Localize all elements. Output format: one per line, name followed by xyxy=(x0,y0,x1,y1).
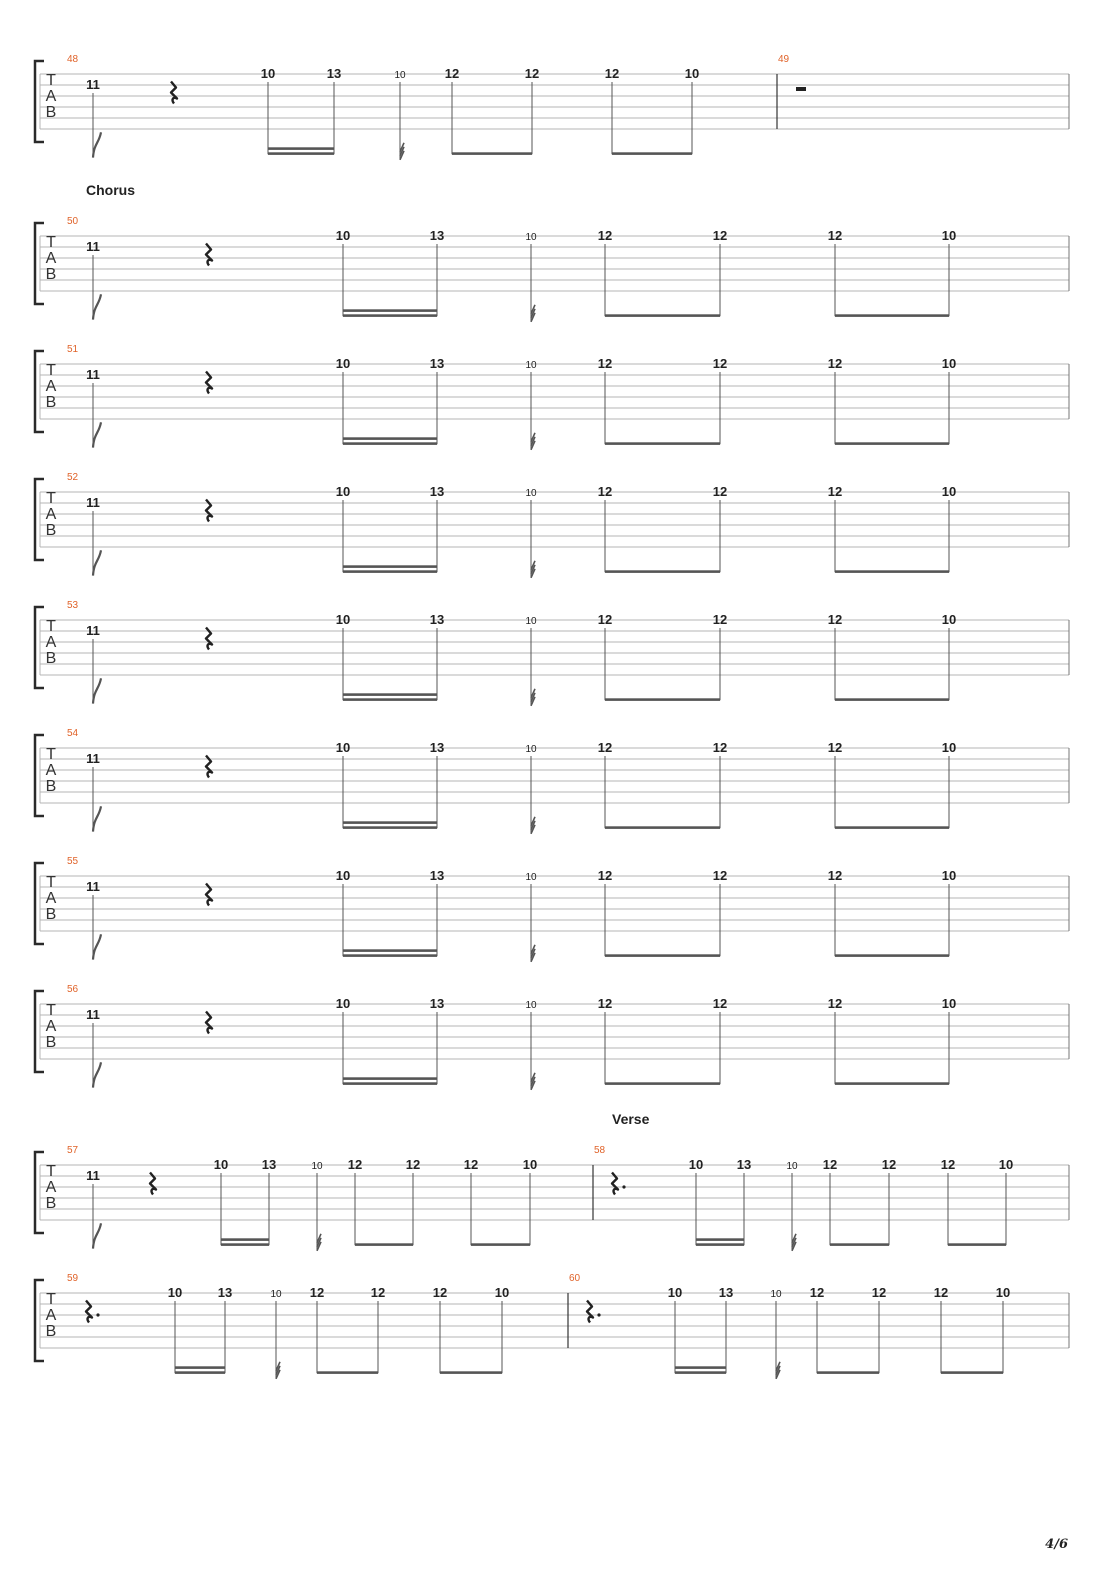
system-10-measure-59-beam-2 xyxy=(317,1371,378,1374)
system-5-measure-53-number: 53 xyxy=(67,600,79,611)
system-1-measure-48-fret-8: 10 xyxy=(684,66,700,81)
system-4-measure-52-beam-1 xyxy=(343,570,437,573)
system-5-measure-53-fret-2: 10 xyxy=(335,612,351,627)
system-5-measure-53-fret-7: 12 xyxy=(827,612,843,627)
system-7-measure-55-beam-3 xyxy=(835,954,949,957)
system-7-measure-55-fret-3: 13 xyxy=(429,868,445,883)
system-9-clef-letter-b: B xyxy=(45,1195,57,1212)
system-2-section-label: Chorus xyxy=(86,182,135,198)
system-7-measure-55-fret-8: 10 xyxy=(941,868,957,883)
system-4-measure-52-beam-2 xyxy=(605,570,720,573)
system-2-clef-letter-a: A xyxy=(45,250,57,267)
system-3-measure-51-fret-0: 11 xyxy=(86,367,100,382)
system-10-measure-60-fret-4: 12 xyxy=(809,1285,825,1300)
system-9-measure-57-fret-3: 13 xyxy=(261,1157,277,1172)
system-1-clef-letter-t: T xyxy=(46,72,56,89)
system-9-measure-57-fret-2: 10 xyxy=(213,1157,229,1172)
system-2-measure-50-fret-7: 12 xyxy=(827,228,843,243)
system-3-measure-51-fret-5: 12 xyxy=(597,356,613,371)
system-2-measure-50-beam-1 xyxy=(343,314,437,317)
system-9-measure-57-fret-6: 12 xyxy=(405,1157,421,1172)
system-9-clef-letter-a: A xyxy=(45,1179,57,1196)
system-1-measure-48-beam2-1 xyxy=(268,147,334,150)
system-8-measure-56-number: 56 xyxy=(67,984,79,995)
system-2-measure-50-beam-2 xyxy=(605,314,720,317)
system-3-measure-51-fret-8: 10 xyxy=(941,356,957,371)
system-8-measure-56-fret-8: 10 xyxy=(941,996,957,1011)
system-10-clef-letter-b: B xyxy=(45,1323,57,1340)
system-7-measure-55-beam-1 xyxy=(343,954,437,957)
system-7-measure-55-fret-7: 12 xyxy=(827,868,843,883)
system-4-measure-52-fret-5: 12 xyxy=(597,484,613,499)
system-10-measure-59-fret-1: 10 xyxy=(167,1285,183,1300)
system-2-measure-50-fret-0: 11 xyxy=(86,239,100,254)
system-2-measure-50-fret-5: 12 xyxy=(597,228,613,243)
system-3-measure-51-beam2-1 xyxy=(343,437,437,440)
system-4-measure-52-fret-2: 10 xyxy=(335,484,351,499)
system-1-measure-48-beam-3 xyxy=(612,152,692,155)
system-6-measure-54-fret-7: 12 xyxy=(827,740,843,755)
system-8-measure-56-beam-3 xyxy=(835,1082,949,1085)
system-9-measure-58-beam-2 xyxy=(830,1243,889,1246)
system-3-measure-51-beam-1 xyxy=(343,442,437,445)
system-10-measure-59-fret-5: 12 xyxy=(370,1285,386,1300)
system-1-measure-49-number: 49 xyxy=(778,54,790,65)
system-2-measure-50-beam2-1 xyxy=(343,309,437,312)
page-number: 4/6 xyxy=(1045,1537,1068,1552)
system-2-clef-letter-t: T xyxy=(46,234,56,251)
system-10-measure-60-number: 60 xyxy=(569,1273,581,1284)
system-10-measure-60-beam-2 xyxy=(817,1371,879,1374)
system-1-clef-letter-b: B xyxy=(45,104,57,121)
system-5-measure-53-beam-3 xyxy=(835,698,949,701)
system-10-measure-59-rest-dot-0 xyxy=(96,1313,99,1316)
system-10-measure-59-number: 59 xyxy=(67,1273,79,1284)
system-4-measure-52-fret-3: 13 xyxy=(429,484,445,499)
system-4-measure-52-number: 52 xyxy=(67,472,79,483)
system-4-measure-52-fret-0: 11 xyxy=(86,495,100,510)
system-9-measure-58-beam-1 xyxy=(696,1243,744,1246)
system-4-measure-52-fret-4: 10 xyxy=(525,488,537,499)
system-9-measure-57-beam-2 xyxy=(355,1243,413,1246)
system-8-clef-letter-t: T xyxy=(46,1002,56,1019)
system-2-measure-50-flag-0 xyxy=(93,294,101,319)
system-4-measure-52-flag-0 xyxy=(93,550,101,575)
system-10-measure-59-beam-3 xyxy=(440,1371,502,1374)
system-10-measure-59-fret-4: 12 xyxy=(309,1285,325,1300)
system-7-clef-letter-b: B xyxy=(45,906,57,923)
system-7-measure-55-beam2-1 xyxy=(343,949,437,952)
system-6-clef-letter-b: B xyxy=(45,778,57,795)
system-3-measure-51-fret-6: 12 xyxy=(712,356,728,371)
system-4-clef-letter-t: T xyxy=(46,490,56,507)
system-5-measure-53-beam-1 xyxy=(343,698,437,701)
system-8-clef-letter-a: A xyxy=(45,1018,57,1035)
system-8-measure-56-fret-4: 10 xyxy=(525,1000,537,1011)
system-5-measure-53-fret-0: 11 xyxy=(86,623,100,638)
system-7-measure-55-beam-2 xyxy=(605,954,720,957)
system-6-measure-54-fret-5: 12 xyxy=(597,740,613,755)
system-6-measure-54-beam-2 xyxy=(605,826,720,829)
system-3-measure-51-flag-0 xyxy=(93,422,101,447)
system-9-measure-58-beam2-1 xyxy=(696,1238,744,1241)
system-1-measure-48-fret-4: 10 xyxy=(394,70,406,81)
system-5-measure-53-fret-3: 13 xyxy=(429,612,445,627)
system-1-measure-48-number: 48 xyxy=(67,54,79,65)
system-9-measure-58-fret-1: 10 xyxy=(688,1157,704,1172)
system-7-measure-55-fret-2: 10 xyxy=(335,868,351,883)
system-9-clef-letter-t: T xyxy=(46,1163,56,1180)
system-3-measure-51-fret-7: 12 xyxy=(827,356,843,371)
system-9-measure-58-fret-6: 12 xyxy=(940,1157,956,1172)
system-5-measure-53-flag-0 xyxy=(93,678,101,703)
system-5-measure-53-fret-5: 12 xyxy=(597,612,613,627)
system-2-measure-50-fret-6: 12 xyxy=(712,228,728,243)
system-7-clef-letter-t: T xyxy=(46,874,56,891)
system-3-measure-51-fret-4: 10 xyxy=(525,360,537,371)
system-4-measure-52-beam-3 xyxy=(835,570,949,573)
system-9-measure-57-beam-3 xyxy=(471,1243,530,1246)
system-8-measure-56-fret-3: 13 xyxy=(429,996,445,1011)
system-5-measure-53-beam-2 xyxy=(605,698,720,701)
system-3-clef-letter-a: A xyxy=(45,378,57,395)
system-6-clef-letter-a: A xyxy=(45,762,57,779)
system-6-measure-54-fret-8: 10 xyxy=(941,740,957,755)
system-9-measure-58-rest-dot-0 xyxy=(622,1185,625,1188)
system-10-clef-letter-a: A xyxy=(45,1307,57,1324)
system-10-measure-60-fret-3: 10 xyxy=(770,1289,782,1300)
system-1-measure-48-fret-7: 12 xyxy=(604,66,620,81)
system-5-clef-letter-b: B xyxy=(45,650,57,667)
system-3-measure-51-beam-3 xyxy=(835,442,949,445)
system-2-clef-letter-b: B xyxy=(45,266,57,283)
system-9-measure-58-beam-3 xyxy=(948,1243,1006,1246)
system-1-measure-48-beam-1 xyxy=(268,152,334,155)
system-8-measure-56-fret-7: 12 xyxy=(827,996,843,1011)
system-10-measure-59-beam-1 xyxy=(175,1371,225,1374)
system-9-measure-58-fret-7: 10 xyxy=(998,1157,1014,1172)
system-8-measure-56-beam-2 xyxy=(605,1082,720,1085)
system-10-measure-59-beam2-1 xyxy=(175,1366,225,1369)
system-2-measure-50-fret-8: 10 xyxy=(941,228,957,243)
system-1-measure-48-fret-2: 10 xyxy=(260,66,276,81)
system-2-measure-50-fret-4: 10 xyxy=(525,232,537,243)
system-10-measure-60-rest-dot-0 xyxy=(597,1313,600,1316)
system-8-measure-56-fret-5: 12 xyxy=(597,996,613,1011)
system-8-measure-56-fret-0: 11 xyxy=(86,1007,100,1022)
system-9-section-label: Verse xyxy=(612,1111,650,1127)
system-5-measure-53-fret-8: 10 xyxy=(941,612,957,627)
system-4-measure-52-fret-7: 12 xyxy=(827,484,843,499)
system-5-clef-letter-t: T xyxy=(46,618,56,635)
system-8-measure-56-beam2-1 xyxy=(343,1077,437,1080)
system-9-measure-57-beam-1 xyxy=(221,1243,269,1246)
system-10-measure-59-fret-2: 13 xyxy=(217,1285,233,1300)
system-4-clef-letter-b: B xyxy=(45,522,57,539)
system-8-measure-56-beam-1 xyxy=(343,1082,437,1085)
system-8-measure-56-fret-2: 10 xyxy=(335,996,351,1011)
system-2-measure-50-fret-2: 10 xyxy=(335,228,351,243)
system-7-measure-55-flag-0 xyxy=(93,934,101,959)
system-6-measure-54-flag-0 xyxy=(93,806,101,831)
system-10-measure-59-fret-6: 12 xyxy=(432,1285,448,1300)
system-3-clef-letter-b: B xyxy=(45,394,57,411)
system-5-measure-53-fret-4: 10 xyxy=(525,616,537,627)
system-10-measure-60-beam-1 xyxy=(675,1371,726,1374)
system-10-measure-60-fret-6: 12 xyxy=(933,1285,949,1300)
system-5-measure-53-fret-6: 12 xyxy=(712,612,728,627)
system-2-measure-50-fret-3: 13 xyxy=(429,228,445,243)
system-9-measure-58-fret-5: 12 xyxy=(881,1157,897,1172)
system-1-measure-49-whole-rest xyxy=(796,87,806,91)
system-3-measure-51-number: 51 xyxy=(67,344,79,355)
system-6-measure-54-fret-6: 12 xyxy=(712,740,728,755)
system-10-measure-60-beam-3 xyxy=(941,1371,1003,1374)
system-7-measure-55-fret-6: 12 xyxy=(712,868,728,883)
system-8-measure-56-flag-0 xyxy=(93,1062,101,1087)
system-9-measure-57-fret-5: 12 xyxy=(347,1157,363,1172)
system-4-measure-52-fret-6: 12 xyxy=(712,484,728,499)
system-1-measure-48-flag-0 xyxy=(93,132,101,157)
system-1-measure-48-fret-5: 12 xyxy=(444,66,460,81)
system-3-measure-51-beam-2 xyxy=(605,442,720,445)
system-7-measure-55-fret-4: 10 xyxy=(525,872,537,883)
system-5-clef-letter-a: A xyxy=(45,634,57,651)
system-6-measure-54-beam-1 xyxy=(343,826,437,829)
system-6-measure-54-fret-4: 10 xyxy=(525,744,537,755)
system-1-measure-48-fret-3: 13 xyxy=(326,66,342,81)
system-10-measure-59-fret-7: 10 xyxy=(494,1285,510,1300)
system-9-measure-57-beam2-1 xyxy=(221,1238,269,1241)
system-10-clef-letter-t: T xyxy=(46,1291,56,1308)
system-10-measure-60-fret-7: 10 xyxy=(995,1285,1011,1300)
system-6-measure-54-beam-3 xyxy=(835,826,949,829)
system-10-measure-60-fret-1: 10 xyxy=(667,1285,683,1300)
system-9-measure-57-number: 57 xyxy=(67,1145,79,1156)
system-6-measure-54-fret-3: 13 xyxy=(429,740,445,755)
system-3-measure-51-fret-3: 13 xyxy=(429,356,445,371)
system-3-measure-51-fret-2: 10 xyxy=(335,356,351,371)
system-1-measure-48-beam-2 xyxy=(452,152,532,155)
system-8-measure-56-fret-6: 12 xyxy=(712,996,728,1011)
system-1-clef-letter-a: A xyxy=(45,88,57,105)
system-4-measure-52-fret-8: 10 xyxy=(941,484,957,499)
system-9-measure-57-fret-4: 10 xyxy=(311,1161,323,1172)
system-2-measure-50-beam-3 xyxy=(835,314,949,317)
system-6-measure-54-number: 54 xyxy=(67,728,79,739)
system-9-measure-58-fret-3: 10 xyxy=(786,1161,798,1172)
system-2-measure-50-number: 50 xyxy=(67,216,79,227)
system-10-measure-60-fret-5: 12 xyxy=(871,1285,887,1300)
system-9-measure-58-number: 58 xyxy=(594,1145,606,1156)
system-9-measure-57-fret-7: 12 xyxy=(463,1157,479,1172)
system-7-clef-letter-a: A xyxy=(45,890,57,907)
system-10-measure-59-fret-3: 10 xyxy=(270,1289,282,1300)
system-3-clef-letter-t: T xyxy=(46,362,56,379)
system-7-measure-55-fret-5: 12 xyxy=(597,868,613,883)
system-6-measure-54-fret-0: 11 xyxy=(86,751,100,766)
system-8-clef-letter-b: B xyxy=(45,1034,57,1051)
system-10-measure-60-beam2-1 xyxy=(675,1366,726,1369)
system-5-measure-53-beam2-1 xyxy=(343,693,437,696)
system-1-measure-48-fret-0: 11 xyxy=(86,77,100,92)
system-6-measure-54-beam2-1 xyxy=(343,821,437,824)
system-9-measure-57-fret-8: 10 xyxy=(522,1157,538,1172)
system-9-measure-58-fret-4: 12 xyxy=(822,1157,838,1172)
system-7-measure-55-fret-0: 11 xyxy=(86,879,100,894)
system-7-measure-55-number: 55 xyxy=(67,856,79,867)
system-9-measure-57-flag-0 xyxy=(93,1223,101,1248)
system-1-measure-48-fret-6: 12 xyxy=(524,66,540,81)
system-4-measure-52-beam2-1 xyxy=(343,565,437,568)
system-6-measure-54-fret-2: 10 xyxy=(335,740,351,755)
system-6-clef-letter-t: T xyxy=(46,746,56,763)
system-9-measure-58-fret-2: 13 xyxy=(736,1157,752,1172)
system-4-clef-letter-a: A xyxy=(45,506,57,523)
system-9-measure-57-fret-0: 11 xyxy=(86,1168,100,1183)
system-10-measure-60-fret-2: 13 xyxy=(718,1285,734,1300)
